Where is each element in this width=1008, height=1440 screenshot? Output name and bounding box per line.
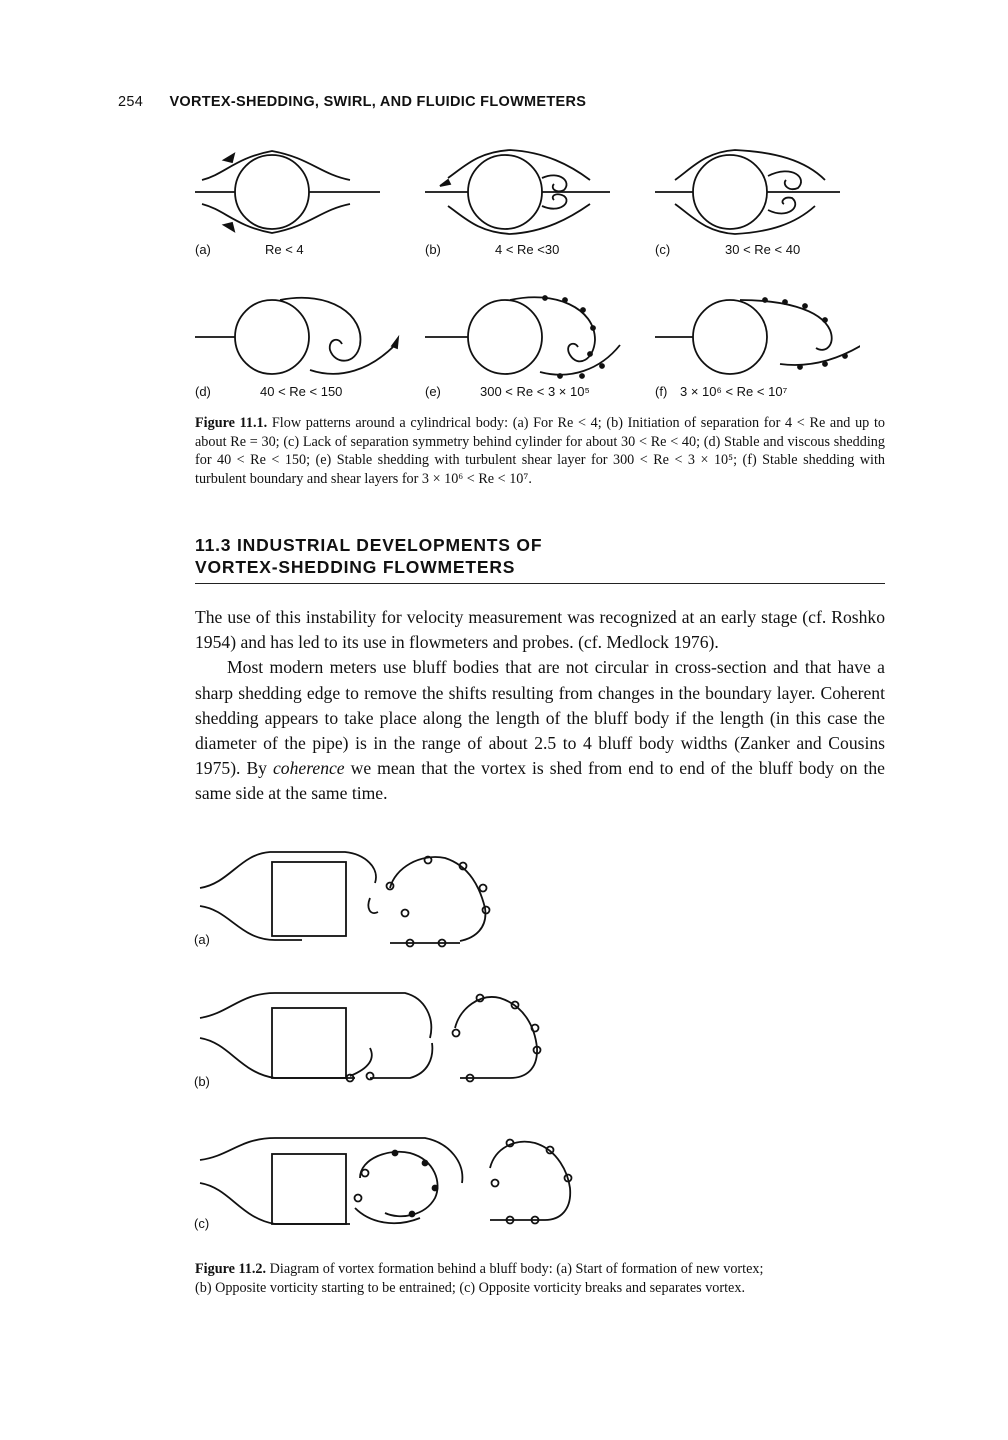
panel-a-letter: (a) <box>195 242 211 257</box>
panel-b-letter: (b) <box>194 1074 210 1089</box>
panel-a-vortex-diagram <box>200 852 490 947</box>
panel-c-condition: 30 < Re < 40 <box>725 242 801 257</box>
body-text <box>195 605 885 807</box>
panel-a-condition: Re < 4 <box>265 242 304 257</box>
panel-a-flow-diagram <box>195 151 380 233</box>
panel-a-letter: (a) <box>194 932 210 947</box>
caption-label: Figure 11.1. <box>195 415 268 431</box>
cylinder <box>693 300 767 374</box>
section-title-line2: VORTEX-SHEDDING FLOWMETERS <box>195 557 516 577</box>
figure-11-1-caption <box>195 414 885 488</box>
section-heading <box>195 534 542 578</box>
panel-b-vortex-diagram <box>200 993 541 1082</box>
caption-label: Figure 11.2. <box>195 1261 267 1277</box>
panel-f-condition: 3 × 10⁶ < Re < 10⁷ <box>680 384 788 399</box>
panel-e-letter: (e) <box>425 384 441 399</box>
panel-c-flow-diagram <box>655 150 840 234</box>
panel-b-letter: (b) <box>425 242 441 257</box>
caption-text: Diagram of vortex formation behind a bluff body: (a) Start of formation of new vortex; (b) Opposite vorticity starting to be entrained; (c) Opposite vorticity breaks and separates vortex. <box>195 1261 764 1296</box>
panel-c-vortex-diagram <box>200 1138 572 1224</box>
cylinder <box>235 300 309 374</box>
running-header <box>118 94 586 110</box>
panel-f-letter: (f) <box>655 384 668 399</box>
figure-11-1 <box>180 140 860 410</box>
section-rule <box>195 583 885 584</box>
caption-text: Flow patterns around a cylindrical body: (a) For Re < 4; (b) Initiation of separation for 4 < Re and up to about Re = 30; (c) Lack of separation symmetry behind cylinder for about 30 < Re < 40; (d) Stable and viscous shedding for 40 < Re < 150; (e) Stable shedding with turbulent shear layer for 300 < Re < 3 × 10⁵; (f) Stable shedding with turbulent boundary and shear layers for 3 × 10⁶ < Re < 10⁷. <box>195 415 885 487</box>
figure-11-2 <box>180 838 580 1248</box>
page-number: 254 <box>118 94 144 110</box>
cylinder <box>468 300 542 374</box>
cylinder <box>468 155 542 229</box>
bluff-body <box>272 1008 346 1078</box>
panel-c-letter: (c) <box>194 1216 210 1231</box>
panel-f-flow-diagram <box>655 298 860 374</box>
panel-e-flow-diagram <box>425 296 620 378</box>
panel-c-letter: (c) <box>655 242 671 257</box>
panel-e-condition: 300 < Re < 3 × 10⁵ <box>480 384 590 399</box>
paragraph-2: Most modern meters use bluff bodies that are not circular in cross-section and that have a sharp shedding edge to remove the shifts resulting from changes in the boundary layer. Coherent shedding appears to take place along the length of the bluff body if the length (in this case the diameter of the pipe) is in the range of about 2.5 to 4 bluff body widths (Zanker and Cousins 1975). By coherence we mean that the vortex is shed from end to end of the bluff body on the same side at the same time. <box>195 657 885 804</box>
figure-11-2-caption <box>195 1260 775 1297</box>
panel-d-letter: (d) <box>195 384 211 399</box>
section-title-line1: INDUSTRIAL DEVELOPMENTS OF <box>236 535 543 555</box>
bluff-body <box>272 862 346 936</box>
panel-d-condition: 40 < Re < 150 <box>260 384 343 399</box>
panel-b-flow-diagram <box>425 150 610 234</box>
panel-d-flow-diagram <box>195 298 398 374</box>
cylinder <box>693 155 767 229</box>
paragraph-1: The use of this instability for velocity measurement was recognized at an early stage (cf. Roshko 1954) and has led to its use in flowmeters and probes. (cf. Medlock 1976). <box>195 607 885 653</box>
panel-b-condition: 4 < Re <30 <box>495 242 560 257</box>
bluff-body <box>272 1154 346 1224</box>
running-title: VORTEX-SHEDDING, SWIRL, AND FLUIDIC FLOWMETERS <box>169 94 587 110</box>
section-number: 11.3 <box>195 535 232 555</box>
cylinder <box>235 155 309 229</box>
